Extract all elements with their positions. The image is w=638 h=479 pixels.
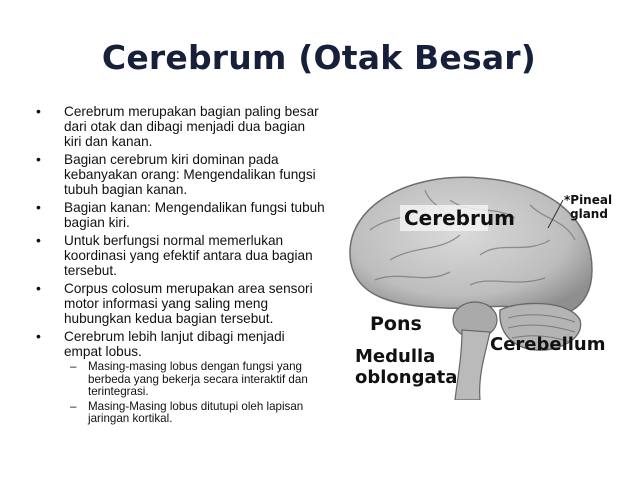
pineal-label-line1: *Pineal [564, 193, 613, 207]
bullet-item [36, 233, 326, 278]
bullet-item [36, 152, 326, 197]
bullet-list [36, 104, 326, 429]
brain-diagram [330, 160, 625, 400]
cerebrum-shape [350, 177, 592, 315]
bullet-dot: • [36, 232, 41, 248]
bullet-dot: • [36, 103, 41, 119]
bullet-item [36, 281, 326, 326]
sub-bullet-dash: – [70, 399, 77, 413]
brain-illustration [330, 160, 625, 400]
bullet-dot: • [36, 280, 41, 296]
cerebellum-label: Cerebellum [490, 334, 606, 355]
bullet-dot: • [36, 151, 41, 167]
cerebrum-label: Cerebrum [404, 206, 515, 230]
bullet-item [36, 329, 326, 426]
pineal-label-line2: gland [570, 207, 608, 221]
pons-label: Pons [370, 313, 422, 335]
bullet-text: Bagian kanan: Mengendalikan fungsi tubuh bagian kiri. [64, 200, 325, 230]
bullet-text: Corpus colosum merupakan area sensori motor informasi yang saling meng hubungkan kedua bagian tersebut. [64, 281, 313, 326]
bullet-text: Cerebrum lebih lanjut dibagi menjadi empat lobus. [64, 329, 285, 359]
sub-bullet-list [64, 361, 326, 426]
sub-bullet-text: Masing-Masing lobus ditutupi oleh lapisan jaringan kortikal. [88, 399, 304, 425]
bullet-text: Cerebrum merupakan bagian paling besar dari otak dan dibagi menjadi dua bagian kiri dan kanan. [64, 104, 319, 149]
bullet-dot: • [36, 199, 41, 215]
bullet-dot: • [36, 328, 41, 344]
slide-title: Cerebrum (Otak Besar) [101, 38, 537, 77]
bullet-item [36, 104, 326, 149]
medulla-label-line2: oblongata [355, 367, 458, 388]
sub-bullet-dash: – [70, 360, 77, 373]
sub-bullet-item [64, 401, 326, 426]
bullet-item [36, 200, 326, 230]
medulla-label-line1: Medulla [355, 346, 436, 367]
sub-bullet-item [64, 361, 326, 399]
bullet-text: Bagian cerebrum kiri dominan pada kebanyakan orang: Mengendalikan fungsi tubuh bagian kanan. [64, 152, 316, 197]
sub-bullet-text: Masing-masing lobus dengan fungsi yang berbeda yang bekerja secara interaktif dan terintegrasi. [88, 360, 308, 398]
brainstem-shape [455, 330, 490, 400]
bullet-text: Untuk berfungsi normal memerlukan koordinasi yang efektif antara dua bagian tersebut. [64, 233, 313, 278]
